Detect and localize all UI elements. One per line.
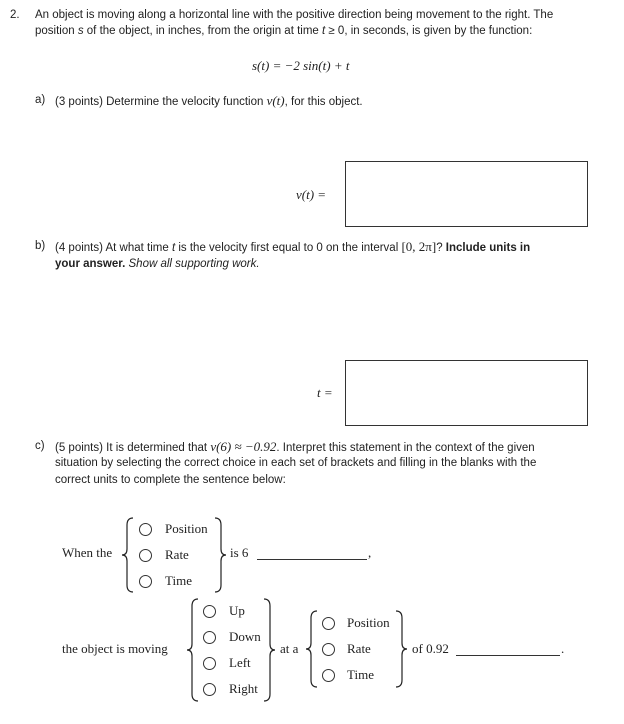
prompt-text: is the velocity first equal to 0 on the interval: [175, 242, 402, 254]
option-position-label: Position: [347, 615, 390, 630]
units-blank-2[interactable]: [456, 655, 560, 656]
right-brace-icon: [213, 517, 227, 593]
prompt-bold: your answer.: [55, 258, 126, 270]
question-intro-line1: [35, 7, 553, 24]
position-function: s(t) = −2 sin(t) + t: [252, 58, 350, 73]
velocity-expression: v(6) ≈ −0.92: [210, 439, 277, 454]
sentence2-mid: at a: [280, 641, 299, 656]
option-up-radio[interactable]: [203, 605, 216, 618]
option-position-radio[interactable]: [139, 523, 152, 536]
intro-text: of the object, in inches, from the origin at time: [83, 25, 323, 37]
prompt-text: (3 points) Determine the velocity function: [55, 96, 267, 108]
time-answer-box[interactable]: [345, 360, 588, 426]
left-brace-icon: [305, 610, 319, 688]
intro-text: ≥ 0, in seconds, is given by the function:: [325, 25, 533, 37]
option-rate-label: Rate: [347, 641, 371, 656]
units-blank-1[interactable]: [257, 559, 367, 560]
sentence2-end: of 0.92: [412, 641, 449, 656]
option-time-radio[interactable]: [322, 669, 335, 682]
prompt-text: ?: [436, 242, 446, 254]
question-intro-line2: [35, 23, 532, 40]
option-rate-label: Rate: [165, 547, 189, 562]
part-b-prompt-line1: [55, 238, 530, 257]
question-number: 2.: [10, 9, 20, 21]
option-right-radio[interactable]: [203, 683, 216, 696]
sentence2-start: the object is moving: [62, 641, 168, 656]
option-left-label: Left: [229, 655, 251, 670]
part-a-prompt: [55, 92, 363, 111]
option-down-radio[interactable]: [203, 631, 216, 644]
part-c-prompt-line2: situation by selecting the correct choice in each set of brackets and filling in the blanks with the: [55, 457, 537, 469]
left-brace-icon: [121, 517, 135, 593]
option-time-radio[interactable]: [139, 575, 152, 588]
option-time-label: Time: [347, 667, 374, 682]
right-brace-icon: [262, 598, 276, 702]
prompt-text: . Interpret this statement in the context of the given: [276, 442, 535, 454]
prompt-bold: Include units in: [445, 242, 531, 254]
part-a-label: a): [35, 94, 46, 106]
option-position-radio[interactable]: [322, 617, 335, 630]
var-t: t: [322, 25, 326, 37]
option-right-label: Right: [229, 681, 258, 696]
prompt-text: , for this object.: [284, 96, 363, 108]
sentence1-start: When the: [62, 545, 113, 560]
option-rate-radio[interactable]: [322, 643, 335, 656]
option-up-label: Up: [229, 603, 245, 618]
sentence2-period: .: [561, 641, 565, 656]
sentence1-mid: is 6: [230, 545, 249, 560]
part-c-label: c): [35, 440, 45, 452]
sentence1-end: ,: [368, 545, 372, 560]
prompt-text: (4 points) At what time: [55, 242, 172, 254]
option-left-radio[interactable]: [203, 657, 216, 670]
var-t: t: [171, 242, 176, 254]
intro-text: An object is moving along a horizontal line with the positive direction being movement to the right. The: [35, 9, 554, 21]
velocity-answer-label: v(t) =: [296, 187, 327, 202]
option-position-label: Position: [165, 521, 208, 536]
part-b-label: b): [35, 240, 46, 252]
part-b-prompt-line2: [55, 256, 260, 273]
var-v-of-t: v(t): [266, 93, 285, 108]
part-c-prompt-line3: correct units to complete the sentence below:: [55, 474, 286, 486]
prompt-italic: Show all supporting work.: [125, 258, 260, 270]
velocity-answer-box[interactable]: [345, 161, 588, 227]
right-brace-icon: [394, 610, 408, 688]
option-rate-radio[interactable]: [139, 549, 152, 562]
time-answer-label: t =: [317, 385, 333, 400]
prompt-text: (5 points) It is determined that: [55, 442, 211, 454]
left-brace-icon: [186, 598, 200, 702]
interval: [0, 2π]: [401, 239, 437, 254]
var-s: s: [77, 25, 84, 37]
intro-text: position: [35, 25, 78, 37]
option-time-label: Time: [165, 573, 192, 588]
option-down-label: Down: [229, 629, 261, 644]
